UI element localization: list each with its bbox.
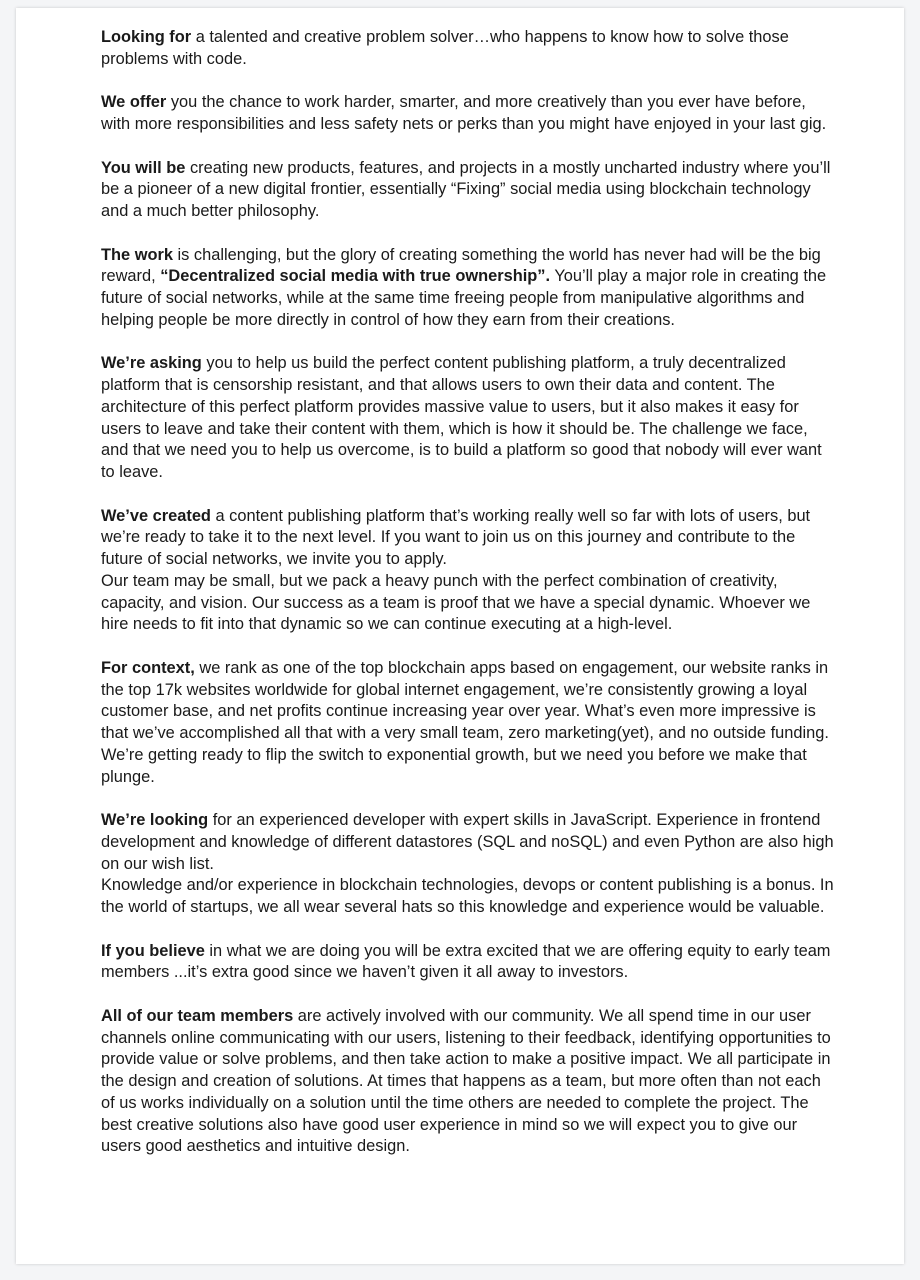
body-text: creating new products, features, and projects in a mostly uncharted industry where you’ll be a pioneer of a new digital frontier, essentially “Fixing” social media using blockchain technology and a much better philosophy. [101,158,831,220]
lead-text: We’re looking [101,811,209,829]
body-text: a talented and creative problem solver…who happens to know how to solve those problems with code. [101,28,789,68]
lead-text: All of our team members [101,1006,294,1025]
document-body [101,27,836,1180]
body-text: You’ll play a major role in creating the future of social networks, while at the same time freeing people from manipulative algorithms and helping people be more directly in control of how they earn from their creations. [101,267,827,329]
lead-text: We’ve created [101,506,211,525]
paragraph-you-will-be [101,158,836,223]
body-text: in what we are doing you will be extra excited that we are offering equity to early team members ...it’s extra good since we haven’t given it all away to investors. [101,941,831,982]
paragraph-for-context [101,658,836,789]
paragraph-we-offer [101,92,836,136]
paragraph-were-looking [101,810,836,875]
lead-text: Looking for [101,28,192,46]
body-text: Knowledge and/or experience in blockchain technologies, devops or content publishing is a bonus. In the world of startups, we all wear several hats so this knowledge and experience would be valuable. [101,876,834,916]
document-page [16,8,904,1264]
paragraph-weve-created [101,506,836,571]
body-text: are actively involved with our community. We all spend time in our user channels online communicating with our users, listening to their feedback, identifying opportunities to provide value or solve problems, and then take action to make a positive impact. We all participate in the design and creation of solutions. At times that happens as a team, but more often than not each of us works individually on a solution until the time others are needed to complete the project. The best creative solutions also have good user experience in mind so we will expect you to give our users good aesthetics and intuitive design. [101,1006,831,1156]
lead-text: You will be [101,158,186,177]
paragraph-were-asking [101,353,836,484]
body-text: a content publishing platform that’s working really well so far with lots of users, but we’re ready to take it to the next level. If you want to join us on this journey and contribute to the future of social networks, we invite you to apply. [101,506,811,568]
paragraph-team-members [101,1006,836,1158]
lead-text: If you believe [101,941,205,960]
body-text: Our team may be small, but we pack a heavy punch with the perfect combination of creativity, capacity, and vision. Our success as a team is proof that we have a special dynamic. Whoever we hire needs to fit into that dynamic so we can continue executing at a high-level. [101,571,811,634]
paragraph-looking-for [101,27,836,71]
body-text: is challenging, but the glory of creating something the world has never had will be the big reward, [101,245,821,286]
body-text: for an experienced developer with expert skills in JavaScript. Experience in frontend development and knowledge of different datastores (SQL and noSQL) and even Python are also high on our wish list. [101,811,834,873]
lead-text: We offer [101,93,167,112]
paragraph-our-team [101,571,836,636]
emphasis-text: “Decentralized social media with true ownership”. [160,267,551,286]
body-text: you to help us build the perfect content publishing platform, a truly decentralized platform that is censorship resistant, and that allows users to own their data and content. The architecture of this perfect platform provides massive value to users, but it also makes it easy for users to leave and take their content with them, which is how it should be. The challenge we face, and that we need you to help us overcome, is to build a platform so good that nobody will ever want to leave. [101,354,822,481]
paragraph-if-you-believe [101,941,836,985]
body-text: you the chance to work harder, smarter, and more creatively than you ever have before, with more responsibilities and less safety nets or perks than you might have enjoyed in your last gig. [101,93,827,133]
lead-text: We’re asking [101,354,202,373]
lead-text: The work [101,245,173,264]
body-text: we rank as one of the top blockchain apps based on engagement, our website ranks in the top 17k websites worldwide for global internet engagement, we’re consistently growing a loyal customer base, and net profits continue increasing year over year. What’s even more impressive is that we’ve accomplished all that with a very small team, zero marketing(yet), and no outside funding. We’re getting ready to flip the switch to exponential growth, but we need you before we make that plunge. [101,658,829,786]
paragraph-knowledge [101,875,836,919]
paragraph-the-work [101,245,836,332]
lead-text: For context, [101,658,195,677]
